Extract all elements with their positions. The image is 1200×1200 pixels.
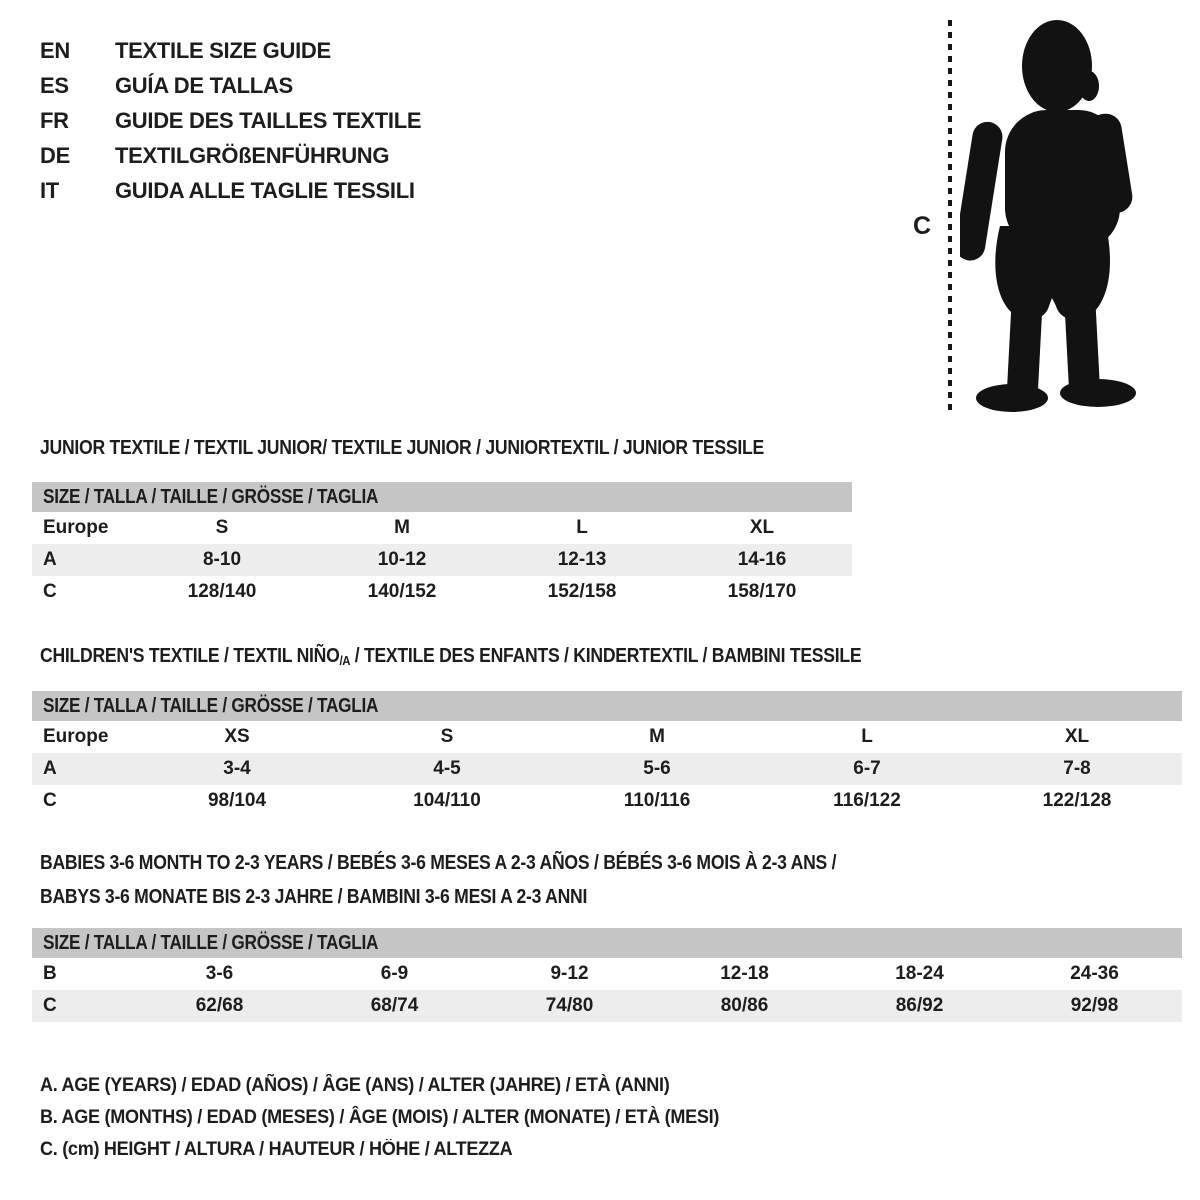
table-cell: 92/98 [1070, 995, 1119, 1016]
row-label-cell: A [43, 549, 57, 570]
size-header-bar: SIZE / TALLA / TAILLE / GRÖSSE / TAGLIA [32, 482, 852, 512]
children-size-table [32, 691, 1182, 817]
table-cell: 12-13 [557, 549, 607, 570]
table-row-europe [32, 512, 852, 544]
table-cell: 128/140 [187, 581, 257, 602]
language-row-en [40, 33, 421, 68]
table-row-height-cm [32, 785, 1182, 817]
table-cell: 86/92 [895, 995, 944, 1016]
table-cell: 9-12 [550, 963, 589, 984]
table-cell: 5-6 [643, 758, 671, 779]
table-cell: 7-8 [1063, 758, 1091, 779]
table-cell: 24-36 [1070, 963, 1119, 984]
table-row-europe [32, 721, 1182, 753]
table-cell: 6-9 [380, 963, 409, 984]
table-cell: 116/122 [833, 790, 901, 811]
row-label-cell: C [43, 995, 57, 1016]
babies-section-title-line2: BABYS 3-6 MONATE BIS 2-3 JAHRE / BAMBINI 3-6 MESI A 2-3 ANNI [40, 886, 588, 908]
row-label-cell: C [43, 790, 57, 811]
language-row-it [40, 173, 421, 208]
table-cell: 98/104 [207, 790, 267, 811]
table-cell: 80/86 [720, 995, 769, 1016]
table-cell: 152/158 [547, 581, 617, 602]
table-cell: S [215, 517, 229, 538]
language-code: DE [40, 142, 70, 168]
table-cell: L [861, 726, 873, 747]
language-row-fr [40, 103, 421, 138]
language-code: FR [40, 107, 69, 133]
measurement-legend [40, 1070, 755, 1166]
height-label-c: C [913, 212, 932, 240]
language-row-de [40, 138, 421, 173]
table-cell: 6-7 [853, 758, 881, 779]
legend-line-b: B. AGE (MONTHS) / EDAD (MESES) / ÂGE (MOIS) / ALTER (MONATE) / ETÀ (MESI) [40, 1107, 720, 1128]
table-cell: 18-24 [895, 963, 944, 984]
row-label-cell: B [43, 963, 57, 984]
row-label-cell: Europe [43, 726, 109, 747]
language-code: IT [40, 177, 59, 203]
table-row-height-cm [32, 576, 852, 608]
guide-title-es: GUÍA DE TALLAS [115, 72, 293, 98]
babies-size-table [32, 928, 1182, 1022]
table-cell: XL [749, 517, 775, 538]
table-row-age-years [32, 544, 852, 576]
table-row-height-cm [32, 990, 1182, 1022]
table-cell: 3-6 [205, 963, 234, 984]
language-list [40, 33, 421, 208]
table-row-age-years [32, 753, 1182, 785]
table-cell: L [576, 517, 588, 538]
size-header-bar: SIZE / TALLA / TAILLE / GRÖSSE / TAGLIA [32, 691, 1182, 721]
language-row-es [40, 68, 421, 103]
table-cell: 3-4 [223, 758, 251, 779]
legend-line-c: C. (cm) HEIGHT / ALTURA / HAUTEUR / HÖHE / ALTEZZA [40, 1139, 513, 1160]
guide-title-it: GUIDA ALLE TAGLIE TESSILI [115, 177, 415, 203]
junior-size-table [32, 482, 852, 608]
table-cell: M [649, 726, 665, 747]
table-cell: 158/170 [727, 581, 797, 602]
table-cell: 62/68 [195, 995, 244, 1016]
table-cell: XL [1064, 726, 1090, 747]
table-row-age-months [32, 958, 1182, 990]
table-cell: S [440, 726, 454, 747]
row-label-cell: Europe [43, 517, 109, 538]
table-cell: M [394, 517, 410, 538]
size-header-bar: SIZE / TALLA / TAILLE / GRÖSSE / TAGLIA [32, 928, 1182, 958]
junior-section-title: JUNIOR TEXTILE / TEXTIL JUNIOR/ TEXTILE JUNIOR / JUNIORTEXTIL / JUNIOR TESSILE [40, 437, 764, 459]
table-cell: 14-16 [737, 549, 787, 570]
height-measure-dashed-line [948, 20, 952, 416]
table-cell: 74/80 [545, 995, 594, 1016]
row-label-cell: A [43, 758, 57, 779]
table-cell: 68/74 [370, 995, 419, 1016]
children-section-title: CHILDREN'S TEXTILE / TEXTIL NIÑO/A / TEXTILE DES ENFANTS / KINDERTEXTIL / BAMBINI TESSILE [40, 645, 862, 668]
table-cell: 10-12 [377, 549, 427, 570]
guide-title-de: TEXTILGRÖßENFÜHRUNG [115, 142, 390, 168]
table-cell: 104/110 [413, 790, 481, 811]
table-cell: XS [224, 726, 250, 747]
table-cell: 122/128 [1042, 790, 1112, 811]
nino-a-subscript: /A [339, 653, 351, 668]
table-cell: 12-18 [720, 963, 769, 984]
babies-section-title-line1: BABIES 3-6 MONTH TO 2-3 YEARS / BEBÉS 3-6 MESES A 2-3 AÑOS / BÉBÉS 3-6 MOIS À 2-3 ANS / [40, 852, 837, 874]
language-code: ES [40, 72, 69, 98]
guide-title-en: TEXTILE SIZE GUIDE [115, 37, 331, 63]
legend-line-a: A. AGE (YEARS) / EDAD (AÑOS) / ÂGE (ANS) / ALTER (JAHRE) / ETÀ (ANNI) [40, 1075, 670, 1096]
table-cell: 4-5 [433, 758, 461, 779]
table-cell: 8-10 [202, 549, 242, 570]
guide-title-fr: GUIDE DES TAILLES TEXTILE [115, 107, 422, 133]
row-label-cell: C [43, 581, 57, 602]
language-code: EN [40, 37, 70, 63]
table-cell: 140/152 [367, 581, 437, 602]
toddler-silhouette-icon [960, 14, 1150, 414]
table-cell: 110/116 [623, 790, 691, 811]
